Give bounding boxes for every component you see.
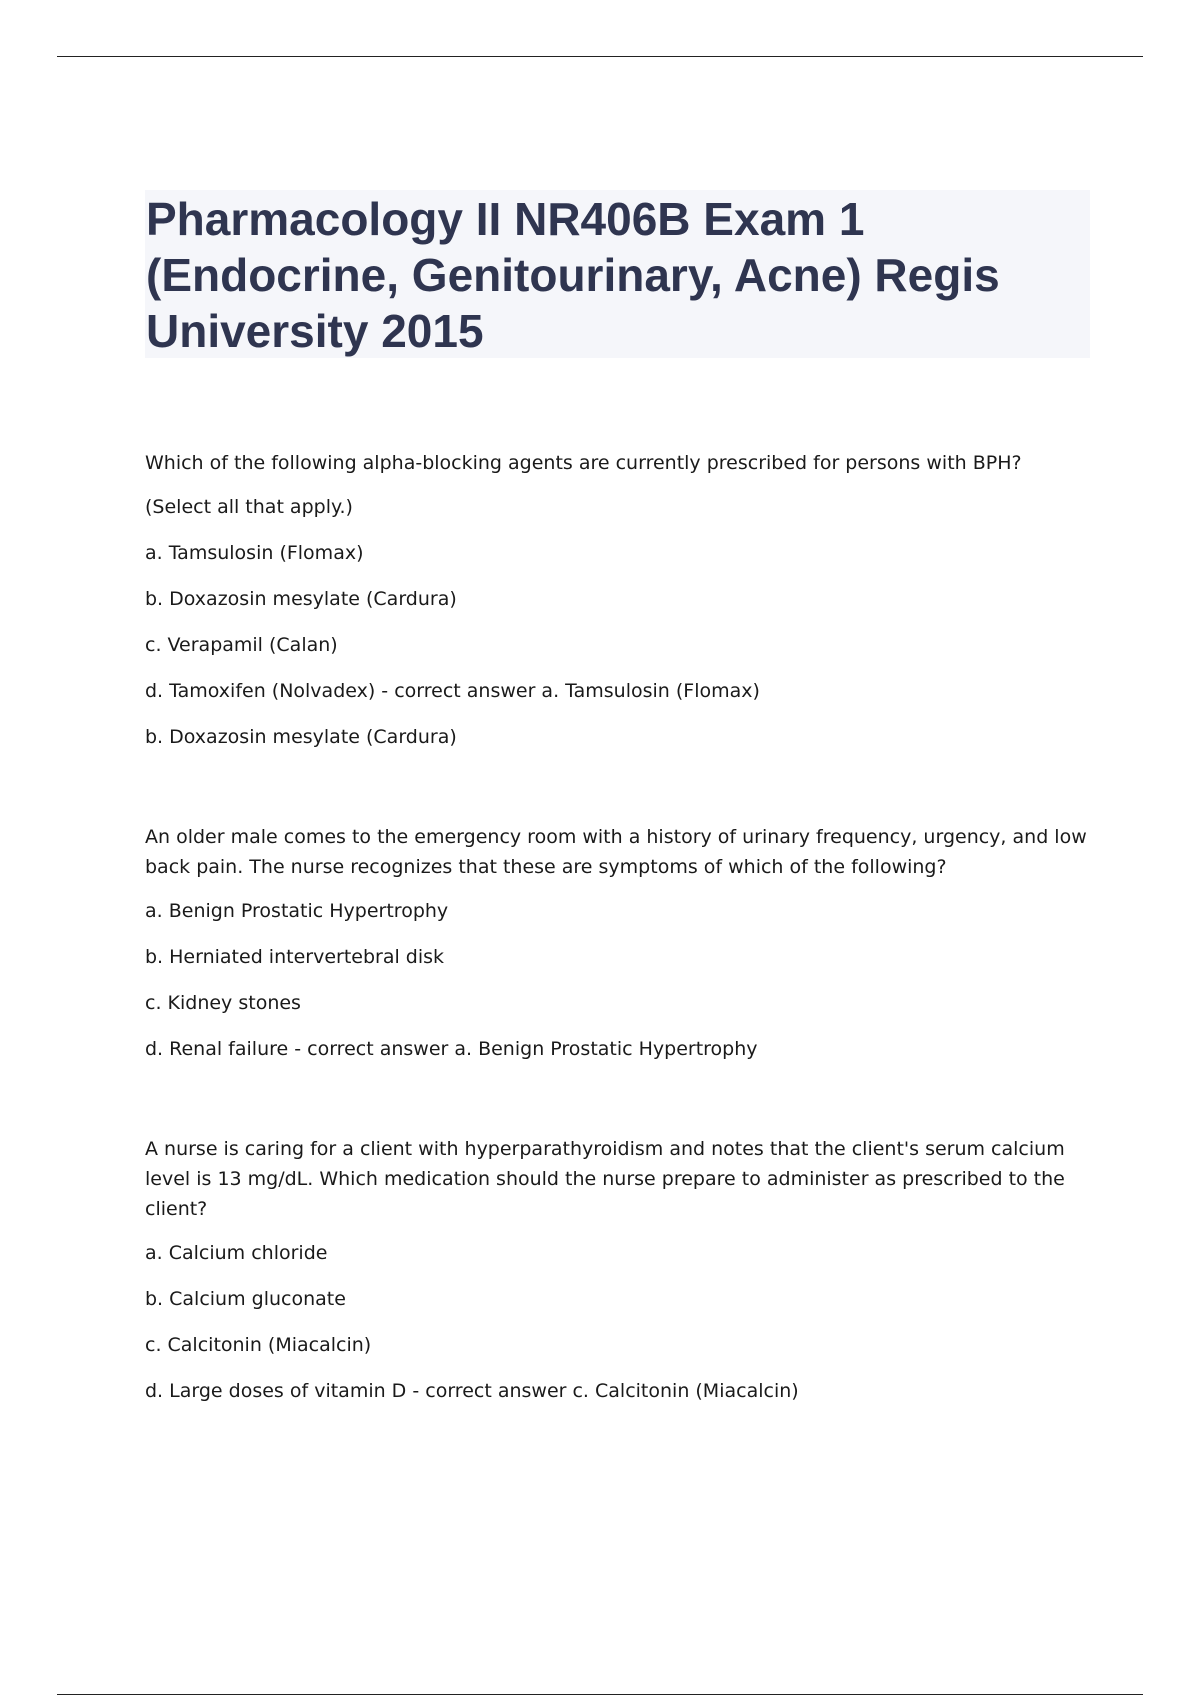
answer-option: a. Tamsulosin (Flomax) (145, 542, 364, 564)
answer-option: a. Benign Prostatic Hypertrophy (145, 900, 449, 922)
question-text: A nurse is caring for a client with hyperparathyroidism and notes that the client's serum calcium level is 13 mg/dL. Which medication should the nurse prepare to administer as prescribed to the client? (145, 1138, 1065, 1220)
question-list (145, 448, 1095, 1476)
correct-answer-continuation: b. Doxazosin mesylate (Cardura) (145, 726, 457, 748)
question-block (145, 1134, 1095, 1406)
question-block (145, 448, 1095, 752)
answer-option: c. Kidney stones (145, 992, 301, 1014)
answer-option: b. Calcium gluconate (145, 1288, 346, 1310)
answer-option: a. Calcium chloride (145, 1242, 328, 1264)
question-text: An older male comes to the emergency room with a history of urinary frequency, urgency, and low back pain. The nurse recognizes that these are symptoms of which of the following? (145, 826, 1087, 878)
bottom-rule (57, 1694, 1143, 1695)
answer-option: c. Calcitonin (Miacalcin) (145, 1334, 372, 1356)
question-text: Which of the following alpha-blocking agents are currently prescribed for persons with BPH? (145, 452, 1022, 474)
document-title: Pharmacology II NR406B Exam 1 (Endocrine, Genitourinary, Acne) Regis University 2015 (146, 193, 1000, 357)
answer-option-with-correct-answer: d. Large doses of vitamin D - correct answer c. Calcitonin (Miacalcin) (145, 1380, 799, 1402)
answer-option: c. Verapamil (Calan) (145, 634, 338, 656)
answer-option: b. Doxazosin mesylate (Cardura) (145, 588, 457, 610)
question-block (145, 822, 1095, 1064)
top-rule (57, 56, 1143, 57)
answer-option: b. Herniated intervertebral disk (145, 946, 445, 968)
answer-option-with-correct-answer: d. Renal failure - correct answer a. Benign Prostatic Hypertrophy (145, 1038, 758, 1060)
answer-option-with-correct-answer: d. Tamoxifen (Nolvadex) - correct answer a. Tamsulosin (Flomax) (145, 680, 760, 702)
question-instruction: (Select all that apply.) (145, 496, 353, 518)
